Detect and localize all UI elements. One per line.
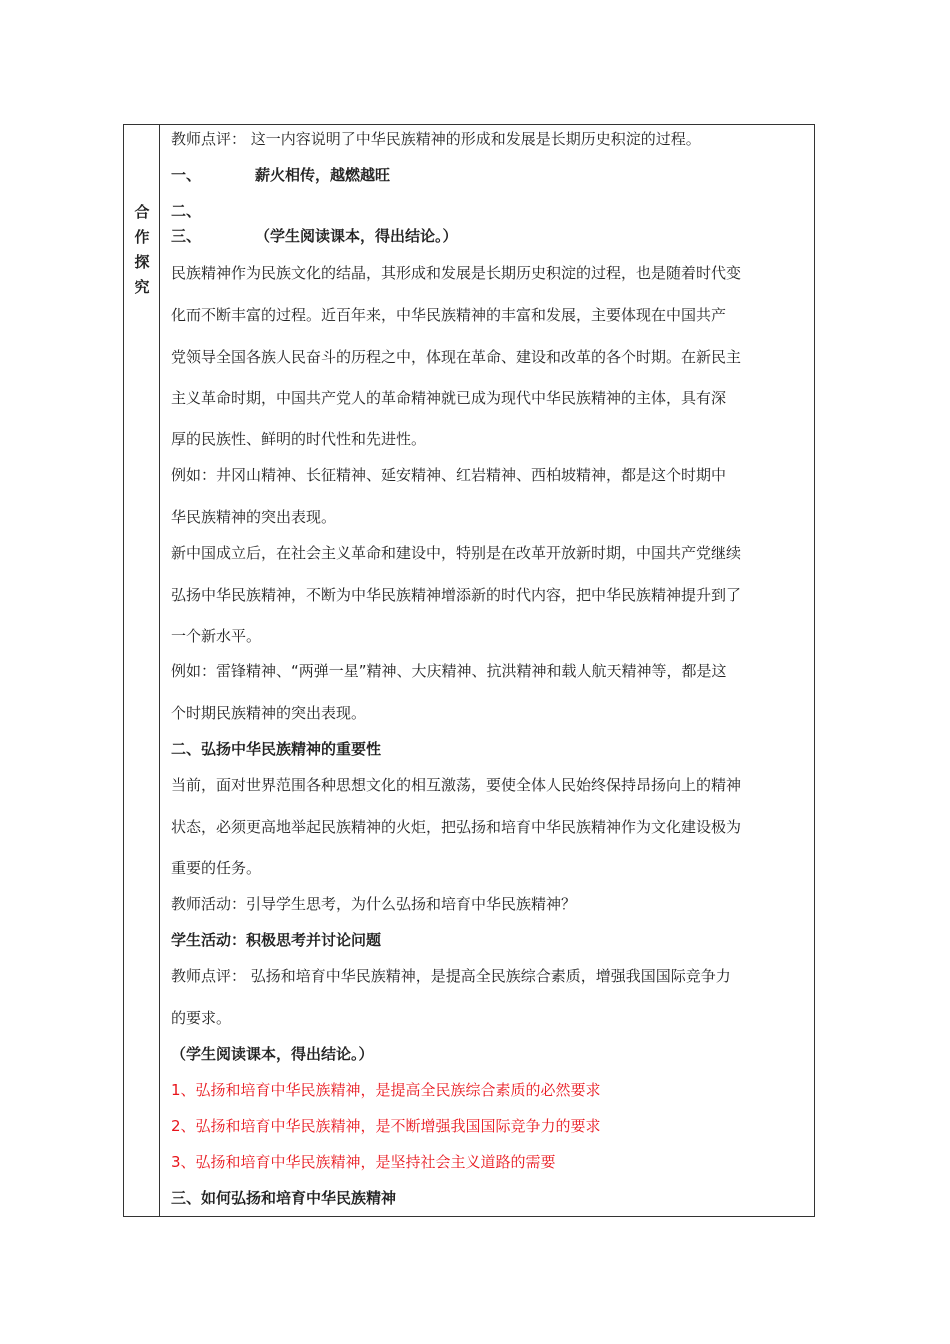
conclusion-item: 2、弘扬和培育中华民族精神，是不断增强我国国际竞争力的要求 [171,1117,601,1135]
paragraph-line: 党领导全国各族人民奋斗的历程之中，体现在革命、建设和改革的各个时期。在新民主 [171,348,742,366]
heading-text: 薪火相传，越燃越旺 [255,166,391,184]
content-cell [160,125,814,1216]
section-label-char: 合 [134,203,150,221]
paragraph-line: 当前，面对世界范围各种思想文化的相互激荡，要使全体人民始终保持昂扬向上的精神 [171,776,742,794]
paragraph-line: 主义革命时期，中国共产党人的革命精神就已成为现代中华民族精神的主体，具有深 [171,389,727,407]
section-heading: 二、弘扬中华民族精神的重要性 [171,740,382,758]
student-activity-line: 学生活动：积极思考并讨论问题 [171,931,382,949]
teacher-activity-line: 教师活动：引导学生思考，为什么弘扬和培育中华民族精神？ [171,895,577,913]
heading-number: 三、 [171,227,202,245]
example-line: 个时期民族精神的突出表现。 [171,704,367,722]
heading-text: （学生阅读课本，得出结论。） [255,227,458,245]
section-label-cell [124,125,160,1216]
paragraph-line: 化而不断丰富的过程。近百年来，中华民族精神的丰富和发展，主要体现在中国共产 [171,306,727,324]
section-label-char: 探 [134,253,150,271]
section-label-char: 作 [134,228,150,246]
section-label [124,200,160,300]
paragraph-line: 重要的任务。 [171,859,262,877]
teacher-comment-line: 教师点评： 这一内容说明了中华民族精神的形成和发展是长期历史积淀的过程。 [171,130,701,148]
paragraph-line: 民族精神作为民族文化的结晶，其形成和发展是长期历史积淀的过程，也是随着时代变 [171,264,742,282]
section-label-char: 究 [134,278,150,296]
example-line: 华民族精神的突出表现。 [171,508,337,526]
teacher-comment-line: 的要求。 [171,1009,232,1027]
reading-prompt: （学生阅读课本，得出结论。） [171,1045,374,1063]
paragraph-line: 新中国成立后，在社会主义革命和建设中，特别是在改革开放新时期，中国共产党继续 [171,544,742,562]
conclusion-item: 3、弘扬和培育中华民族精神，是坚持社会主义道路的需要 [171,1153,556,1171]
section-heading: 三、如何弘扬和培育中华民族精神 [171,1189,397,1207]
teacher-comment-line: 教师点评： 弘扬和培育中华民族精神，是提高全民族综合素质，增强我国国际竞争力 [171,967,731,985]
paragraph-line: 状态，必须更高地举起民族精神的火炬，把弘扬和培育中华民族精神作为文化建设极为 [171,818,742,836]
paragraph-line: 厚的民族性、鲜明的时代性和先进性。 [171,430,427,448]
example-line: 例如：雷锋精神、“两弹一星”精神、大庆精神、抗洪精神和载人航天精神等，都是这 [171,662,727,680]
lesson-table [123,124,815,1217]
paragraph-line: 一个新水平。 [171,627,262,645]
heading-two: 二、 [171,202,202,220]
conclusion-item: 1、弘扬和培育中华民族精神，是提高全民族综合素质的必然要求 [171,1081,601,1099]
example-line: 例如：井冈山精神、长征精神、延安精神、红岩精神、西柏坡精神，都是这个时期中 [171,466,727,484]
paragraph-line: 弘扬中华民族精神，不断为中华民族精神增添新的时代内容，把中华民族精神提升到了 [171,586,742,604]
heading-one [171,165,390,185]
heading-three [171,226,458,246]
heading-number: 一、 [171,166,202,184]
